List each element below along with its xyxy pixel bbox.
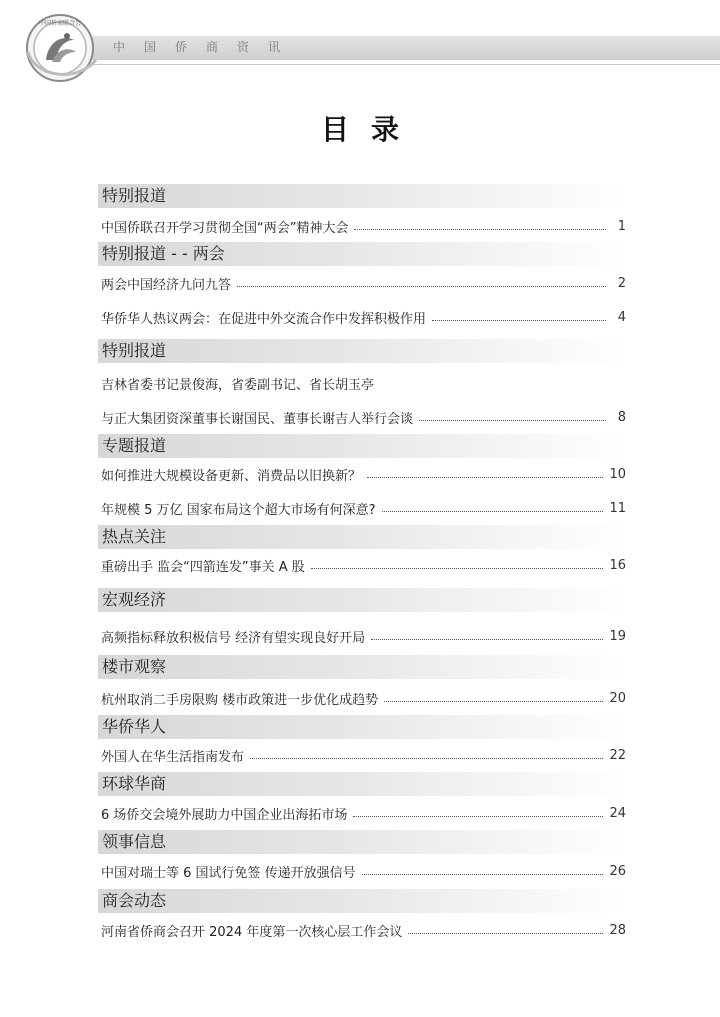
section-heading: 华侨华人 <box>98 715 628 739</box>
toc-entry-title: 中国对瑞士等 6 国试行免签 传递开放强信号 <box>101 865 356 881</box>
toc-entry[interactable] <box>101 464 626 484</box>
toc-entry-title: 两会中国经济九问九答 <box>101 277 232 293</box>
page-number: 28 <box>609 922 626 938</box>
dot-leader <box>384 700 603 702</box>
page-number: 2 <box>617 275 626 291</box>
dot-leader <box>311 567 604 569</box>
toc-entry-title: 与正大集团资深董事长谢国民、董事长谢吉人举行会谈 <box>101 411 414 427</box>
dot-leader <box>408 932 603 934</box>
toc-entry[interactable] <box>101 216 626 236</box>
toc-entry-title: 河南省侨商会召开 2024 年度第一次核心层工作会议 <box>101 924 403 940</box>
dot-leader <box>371 638 603 640</box>
toc-entry[interactable] <box>101 626 626 646</box>
page-number: 1 <box>617 218 626 234</box>
toc-entry-title: 重磅出手 监会“四箭连发”事关 A 股 <box>101 559 305 575</box>
page-number: 8 <box>617 409 626 425</box>
toc-entry[interactable] <box>101 407 626 427</box>
section-heading: 特别报道 - - 两会 <box>98 242 628 266</box>
page-number: 10 <box>609 466 626 482</box>
toc-entry-title: 6 场侨交会境外展助力中国企业出海拓市场 <box>101 807 348 823</box>
section-heading: 领事信息 <box>98 830 628 854</box>
section-heading: 特别报道 <box>98 184 628 208</box>
toc-entry-title: 吉林省委书记景俊海，省委副书记、省长胡玉亭 <box>101 377 375 393</box>
dot-leader <box>250 757 603 759</box>
toc-entry[interactable] <box>101 688 626 708</box>
toc-entry[interactable] <box>101 555 626 575</box>
page-number: 4 <box>617 309 626 325</box>
section-heading: 特别报道 <box>98 339 628 363</box>
toc-entry[interactable] <box>101 803 626 823</box>
page-number: 20 <box>609 690 626 706</box>
logo-text: 中国侨商联合会 <box>38 20 82 27</box>
page-number: 26 <box>609 863 626 879</box>
toc-entry-title: 杭州取消二手房限购 楼市政策进一步优化成趋势 <box>101 692 379 708</box>
magazine-name: 中国侨商资讯 <box>113 40 300 54</box>
toc-entry[interactable] <box>101 307 626 327</box>
section-heading: 环球华商 <box>98 772 628 796</box>
toc-entry[interactable] <box>101 373 626 393</box>
dot-leader <box>237 285 606 287</box>
section-heading: 热点关注 <box>98 525 628 549</box>
dot-leader <box>362 873 604 875</box>
page-number: 19 <box>609 628 626 644</box>
page-title: 目录 <box>320 113 421 146</box>
toc-entry-title: 外国人在华生活指南发布 <box>101 749 245 765</box>
dot-leader <box>419 419 606 421</box>
toc-entry[interactable] <box>101 498 626 518</box>
dot-leader <box>367 476 603 478</box>
toc-entry-title: 如何推进大规模设备更新、消费品以旧换新？ <box>101 468 362 484</box>
section-heading: 宏观经济 <box>98 588 628 612</box>
toc-entry[interactable] <box>101 920 626 940</box>
dot-leader <box>432 319 606 321</box>
dot-leader <box>353 815 603 817</box>
section-heading: 专题报道 <box>98 434 628 458</box>
page-number: 22 <box>609 747 626 763</box>
toc-entry[interactable] <box>101 273 626 293</box>
toc-entry[interactable] <box>101 745 626 765</box>
page-number: 24 <box>609 805 626 821</box>
toc-entry[interactable] <box>101 861 626 881</box>
dot-leader <box>354 228 606 230</box>
toc-entry-title: 中国侨联召开学习贯彻全国“两会”精神大会 <box>101 220 349 236</box>
section-heading: 楼市观察 <box>98 655 628 679</box>
dot-leader <box>382 510 604 512</box>
section-heading: 商会动态 <box>98 889 628 913</box>
toc-entry-title: 高频指标释放积极信号 经济有望实现良好开局 <box>101 630 366 646</box>
page-number: 16 <box>609 557 626 573</box>
page-number: 11 <box>609 500 626 516</box>
toc-entry-title: 华侨华人热议两会：在促进中外交流合作中发挥积极作用 <box>101 311 427 327</box>
toc-entry-title: 年规模 5 万亿 国家布局这个超大市场有何深意? <box>101 502 376 518</box>
